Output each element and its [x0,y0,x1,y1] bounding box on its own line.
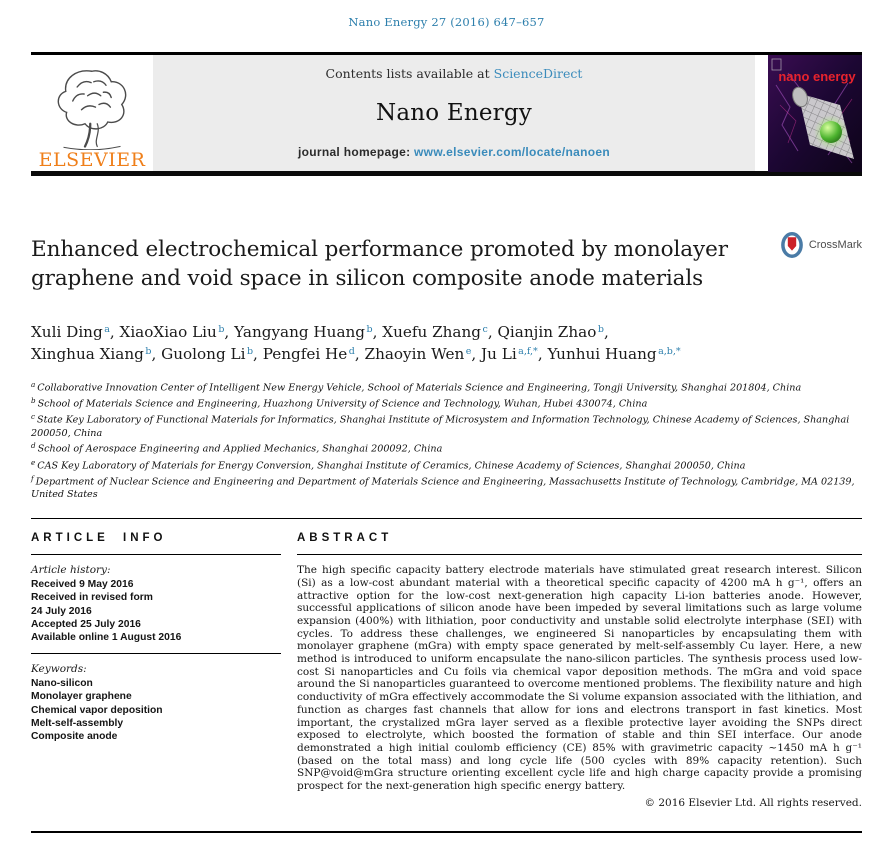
author-name: Guolong Li [161,345,246,364]
affiliation [31,457,862,473]
author-name: Yangyang Huang [234,322,366,341]
author-affiliation-sup: b [597,323,604,335]
author-separator: , [471,345,482,364]
author [120,323,235,341]
author-name: Zhaoyin Wen [364,345,465,364]
abstract-heading: ABSTRACT [297,532,393,545]
history-list [31,578,281,644]
divider [297,554,862,555]
abstract-column [297,532,862,809]
author-name: Pengfei He [262,345,348,364]
author [234,323,382,341]
author-separator: , [109,322,120,341]
keywords-label: Keywords: [31,663,87,676]
affiliation-text: State Key Laboratory of Functional Materials for Informatics, Shanghai Institute of Microsystem and Information Technology, Chinese Academy of Sciences, Shanghai 200050, China [31,414,850,439]
author-separator: , [537,345,548,364]
affiliation-list [31,379,862,502]
author-name: Yunhui Huang [547,345,657,364]
affiliation-text: Department of Nuclear Science and Engineering and Department of Materials Science and Engineering, Massachusetts Institute of Technology, Cambridge, MA 02139, United States [31,476,855,501]
abstract-text: The high specific capacity battery electrode materials have stimulated great research interest. Silicon (Si) as a low-cost abundant material with a theoretical specific capacity of 4200 mA h g⁻¹, offers an attractive option for the low-cost next-generation high capacity Li-ion batteries anode. However, successful applications of silicon anode have been impeded by several limitations such as large volume expansion (400%) with lithiation, poor conductivity and unstable solid electrolyte interphase (SEI) with cycles. To address these challenges, we engineered Si nanoparticles by encapsulating them with monolayer graphene (mGra) with empty space generated by melt-self-assembly Cu layer. Here, a new method is introduced to uniform encapsulate the nano-silicon particles. The synthesis process used low-cost Si nanoparticles and Cu foils via chemical vapor deposition methods. The mGra and void space around the Si nanoparticles guaranteed to overcome mentioned problems. The flexibility nature and high conductivity of mGra effectively accommodate the Si volume expansion associated with the lithiation, and function as charges fast channels that allow for ions and electrons transport in fast kinetics. Most important, the crystalized mGra layer served as a flexible protective layer avoiding the SNPs direct exposed to electrolyte, which boosted the formation of stable and thin SEI interface. Our anode demonstrated a high initial coulomb efficiency (CE) 85% with gravimetric capacity ~1450 mA h g⁻¹ (based on the total mass) and long cycle life (500 cycles with 89% capacity retention). Such SNP@void@mGra structure orienting excellent cycle life and high charge capacity provide a promising prospect for the next-generation high specific energy battery. [297,564,862,793]
history-line: Available online 1 August 2016 [31,631,182,643]
author-separator: , [603,322,609,341]
copyright-line: © 2016 Elsevier Ltd. All rights reserved. [644,796,862,809]
author [382,323,497,341]
author-separator: , [224,322,235,341]
keyword: Melt-self-assembly [31,717,124,729]
affiliation-text: CAS Key Laboratory of Materials for Energy Conversion, Shanghai Institute of Ceramics, Chinese Academy of Sciences, Shanghai 200050, China [37,460,746,472]
author-name: Xuli Ding [31,322,103,341]
author-name: XiaoXiao Liu [119,322,217,341]
author-separator: , [253,345,263,364]
author-line [31,320,862,343]
crossmark-badge[interactable] [778,230,862,260]
article-info-heading: ARTICLE INFO [31,532,167,545]
author [365,345,482,363]
cover-title: nano energy [778,69,856,84]
divider [31,653,281,654]
history-line: 24 July 2016 [31,605,92,617]
crossmark-label: CrossMark [808,239,862,251]
author-affiliation-sup: d [348,346,355,358]
info-abstract-section [31,519,862,809]
keyword: Nano-silicon [31,678,93,690]
journal-banner [153,55,755,171]
affiliation-sup: f [31,474,34,484]
keyword: Chemical vapor deposition [31,704,163,716]
author-separator: , [354,345,365,364]
keyword: Monolayer graphene [31,691,132,703]
author-name: Xuefu Zhang [382,322,481,341]
author-affiliation-sup: a [104,323,110,335]
affiliation-sup: b [31,396,36,406]
affiliation [31,379,862,395]
journal-title: Nano Energy [376,100,532,126]
author [497,323,608,341]
homepage-line [153,145,755,159]
affiliation-sup: a [31,379,36,389]
author-name: Xinghua Xiang [31,345,144,364]
author-affiliation-sup: b [366,323,373,335]
contents-line [153,66,755,81]
divider [31,554,281,555]
author-affiliation-sup: a,b,* [658,346,681,358]
affiliation-sup: c [31,412,36,422]
author-separator: , [151,345,162,364]
elsevier-wordmark: ELSEVIER [38,149,146,171]
elsevier-tree-icon [46,66,138,150]
author-affiliation-sup: b [246,346,254,358]
author [31,323,120,341]
affiliation-text: Collaborative Innovation Center of Intelligent New Energy Vehicle, School of Materials Science and Engineering, Tongji University, Shanghai 201804, China [37,382,802,394]
crossmark-icon [778,231,806,259]
author-affiliation-sup: e [465,346,472,358]
keyword-list [31,677,281,743]
history-line: Received in revised form [31,592,153,604]
author [161,345,263,363]
keyword: Composite anode [31,730,118,742]
affiliation-sup: d [31,441,36,451]
citation-header: Nano Energy 27 (2016) 647–657 [348,15,545,29]
masthead-gap [755,55,768,171]
affiliation-sup: e [31,457,36,467]
author-line [31,342,862,365]
journal-homepage-link[interactable]: www.elsevier.com/locate/nanoen [414,145,611,159]
article-title: Enhanced electrochemical performance promoted by monolayer graphene and void space in silicon composite anode materials [31,237,728,291]
author-affiliation-sup: b [218,323,225,335]
title-row [31,222,862,308]
affiliation [31,440,862,456]
journal-masthead [31,52,862,176]
author-affiliation-sup: c [482,323,488,335]
affiliation-text: School of Materials Science and Engineering, Huazhong University of Science and Technology, Wuhan, Hubei 430074, China [37,398,648,410]
contents-prefix: Contents lists available at [325,66,494,81]
sciencedirect-link[interactable]: ScienceDirect [493,66,583,81]
author-separator: , [487,322,498,341]
history-label: Article history: [31,564,111,577]
homepage-prefix: journal homepage: [297,145,415,159]
author-name: Ju Li [481,345,517,364]
affiliation [31,473,862,502]
article-info-column [31,532,281,809]
author [547,345,680,363]
author-list [31,320,862,365]
author-affiliation-sup: b [145,346,152,358]
author-name: Qianjin Zhao [497,322,597,341]
affiliation [31,395,862,411]
history-line: Received 9 May 2016 [31,579,134,591]
affiliation-text: School of Aerospace Engineering and Applied Mechanics, Shanghai 200092, China [37,443,443,455]
author-separator: , [372,322,383,341]
elsevier-logo [31,55,153,171]
author [263,345,365,363]
history-line: Accepted 25 July 2016 [31,618,141,630]
affiliation [31,411,862,440]
journal-cover-thumbnail[interactable] [768,55,862,171]
author [31,345,161,363]
author [481,345,547,363]
page-footer-rule [31,831,862,833]
author-affiliation-sup: a,f,* [518,346,538,358]
